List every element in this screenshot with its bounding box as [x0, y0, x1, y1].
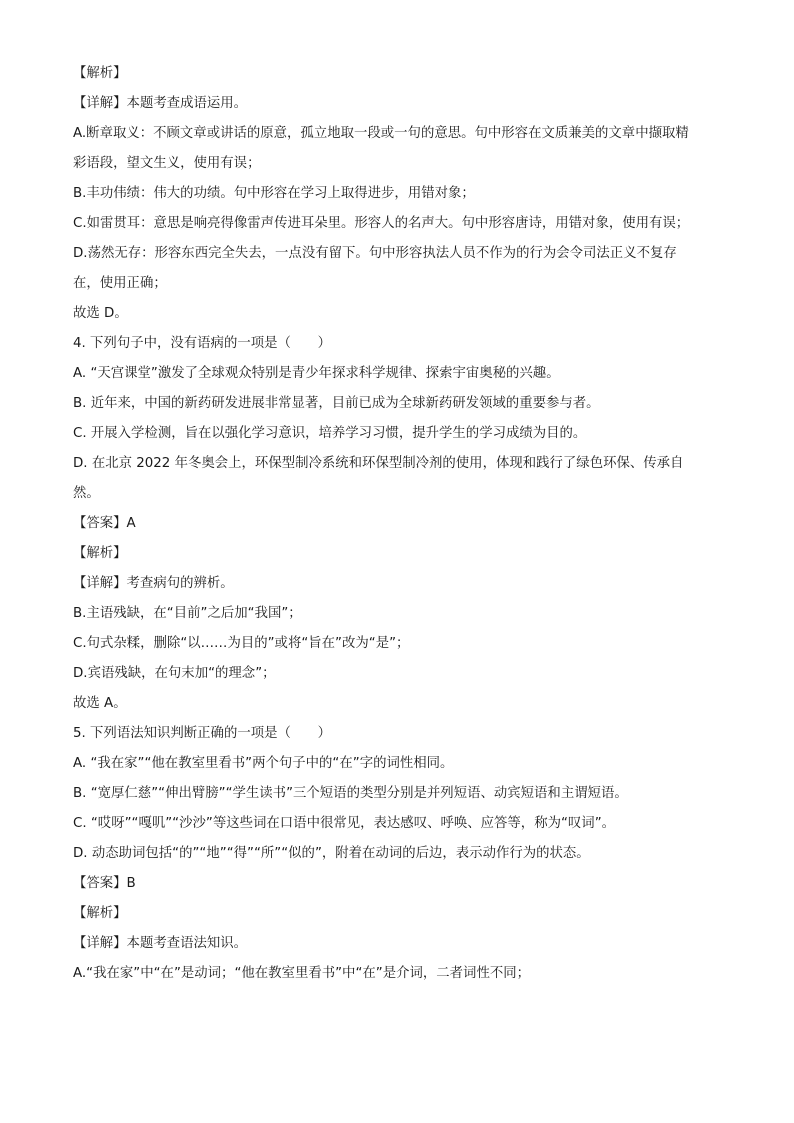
question-4-explain-c: C.句式杂糅，删除“以……为目的”或将“旨在”改为“是”；	[73, 636, 410, 651]
question-5-option-b: B. “宽厚仁慈”“伸出臂膀”“学生读书”三个短语的类型分别是并列短语、动宾短语和主谓短语。	[73, 786, 628, 801]
option-a-explanation-line-1: A.断章取义：不顾文章或讲话的原意，孤立地取一段或一句的意思。句中形容在文质兼美的文章中撷取精	[73, 126, 689, 141]
question-4-analysis-label: 【解析】	[73, 546, 127, 561]
question-4-option-c: C. 开展入学检测，旨在以强化学习意识，培养学习习惯，提升学生的学习成绩为目的。	[73, 426, 587, 441]
option-c-explanation: C.如雷贯耳：意思是响亮得像雷声传进耳朵里。形容人的名声大。句中形容唐诗，用错对象，使用有误；	[73, 216, 690, 231]
conclusion-line: 故选 D。	[73, 306, 128, 321]
question-4-answer: 【答案】A	[73, 516, 136, 531]
option-b-explanation: B.丰功伟绩：伟大的功绩。句中形容在学习上取得进步，用错对象；	[73, 186, 475, 201]
option-a-explanation-line-2: 彩语段，望文生义，使用有误；	[73, 156, 261, 171]
question-4-option-d-line-1: D. 在北京 2022 年冬奥会上，环保型制冷系统和环保型制冷剂的使用，体现和践行了绿色环保、传承自	[73, 456, 684, 471]
question-5-answer: 【答案】B	[73, 876, 136, 891]
question-4-option-a: A. “天宫课堂”激发了全球观众特别是青少年探求科学规律、探索宇宙奥秘的兴趣。	[73, 366, 560, 381]
question-5-explain-a: A.“我在家”中“在”是动词；“他在教室里看书”中“在”是介词，二者词性不同；	[73, 966, 531, 981]
question-5-analysis-label: 【解析】	[73, 906, 127, 921]
question-5-option-d: D. 动态助词包括“的”“地”“得”“所”“似的”，附着在动词的后边，表示动作行为的状态。	[73, 846, 590, 861]
question-5-stem: 5. 下列语法知识判断正确的一项是（ ）	[73, 726, 332, 741]
question-5-detail: 【详解】本题考查语法知识。	[73, 936, 248, 951]
question-4-explain-b: B.主语残缺，在“目前”之后加“我国”；	[73, 606, 302, 621]
question-5-option-c: C. “哎呀”“嘎叽”“沙沙”等这些词在口语中很常见，表达感叹、呼唤、应答等，称为“叹词”。	[73, 816, 616, 831]
question-4-detail: 【详解】考查病句的辨析。	[73, 576, 234, 591]
question-4-conclusion: 故选 A。	[73, 696, 127, 711]
question-4-stem: 4. 下列句子中，没有语病的一项是（ ）	[73, 336, 332, 351]
question-4-option-b: B. 近年来，中国的新药研发进展非常显著，目前已成为全球新药研发领域的重要参与者。	[73, 396, 600, 411]
option-d-explanation-line-2: 在，使用正确；	[73, 276, 167, 291]
detail-line: 【详解】本题考查成语运用。	[73, 96, 248, 111]
question-5-option-a: A. “我在家”“他在教室里看书”两个句子中的“在”字的词性相同。	[73, 756, 454, 771]
question-4-option-d-line-2: 然。	[73, 486, 100, 501]
option-d-explanation-line-1: D.荡然无存：形容东西完全失去，一点没有留下。句中形容执法人员不作为的行为会令司法正义不复存	[73, 246, 677, 261]
question-4-explain-d: D.宾语残缺，在句末加“的理念”；	[73, 666, 276, 681]
section-label-analysis: 【解析】	[73, 66, 127, 81]
document-page	[73, 64, 723, 994]
